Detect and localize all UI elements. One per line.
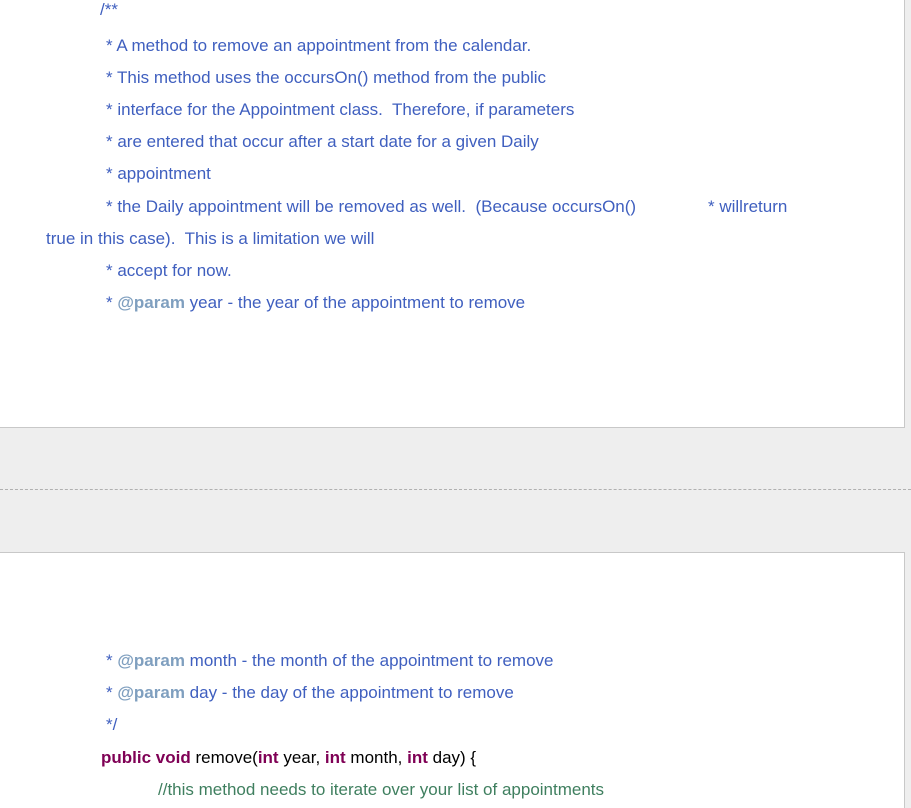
javadoc-star: * [106, 651, 118, 670]
keyword-void: void [155, 748, 191, 767]
param-tag: @param [117, 293, 185, 312]
keyword-public: public [101, 748, 152, 767]
javadoc-line: * A method to remove an appointment from the calendar. [106, 36, 532, 55]
javadoc-line: * the Daily appointment will be removed as well. (Because occursOn() [106, 197, 637, 216]
keyword-int: int [407, 748, 428, 767]
param-day: day) { [427, 748, 477, 767]
param-tag: @param [117, 683, 185, 702]
keyword-int: int [324, 748, 346, 767]
javadoc-param-line [106, 651, 554, 671]
javadoc-line: * willreturn [708, 197, 788, 216]
page-bottom [0, 552, 905, 808]
param-month: month, [345, 748, 408, 767]
page-break-separator [0, 489, 911, 490]
method-signature [101, 748, 476, 768]
javadoc-star: * [106, 683, 118, 702]
javadoc-line: * are entered that occur after a start date for a given Daily [106, 132, 539, 151]
javadoc-close: */ [106, 715, 118, 734]
param-year: year, [278, 748, 325, 767]
param-description: day - the day of the appointment to remove [184, 683, 514, 702]
param-description: month - the month of the appointment to remove [184, 651, 554, 670]
javadoc-param-line [106, 683, 514, 703]
code-comment: //this method needs to iterate over your list of appointments [158, 780, 605, 799]
javadoc-line: * appointment [106, 164, 211, 183]
javadoc-line: * accept for now. [106, 261, 232, 280]
javadoc-open: /** [100, 0, 118, 19]
javadoc-line: * This method uses the occursOn() method from the public [106, 68, 546, 87]
keyword-int: int [257, 748, 279, 767]
javadoc-param-line [106, 293, 525, 313]
javadoc-line: * interface for the Appointment class. Therefore, if parameters [106, 100, 575, 119]
javadoc-line: true in this case). This is a limitation we will [46, 229, 375, 248]
method-name: remove( [190, 748, 258, 767]
javadoc-star: * [106, 293, 118, 312]
param-tag: @param [117, 651, 185, 670]
param-description: year - the year of the appointment to remove [184, 293, 526, 312]
